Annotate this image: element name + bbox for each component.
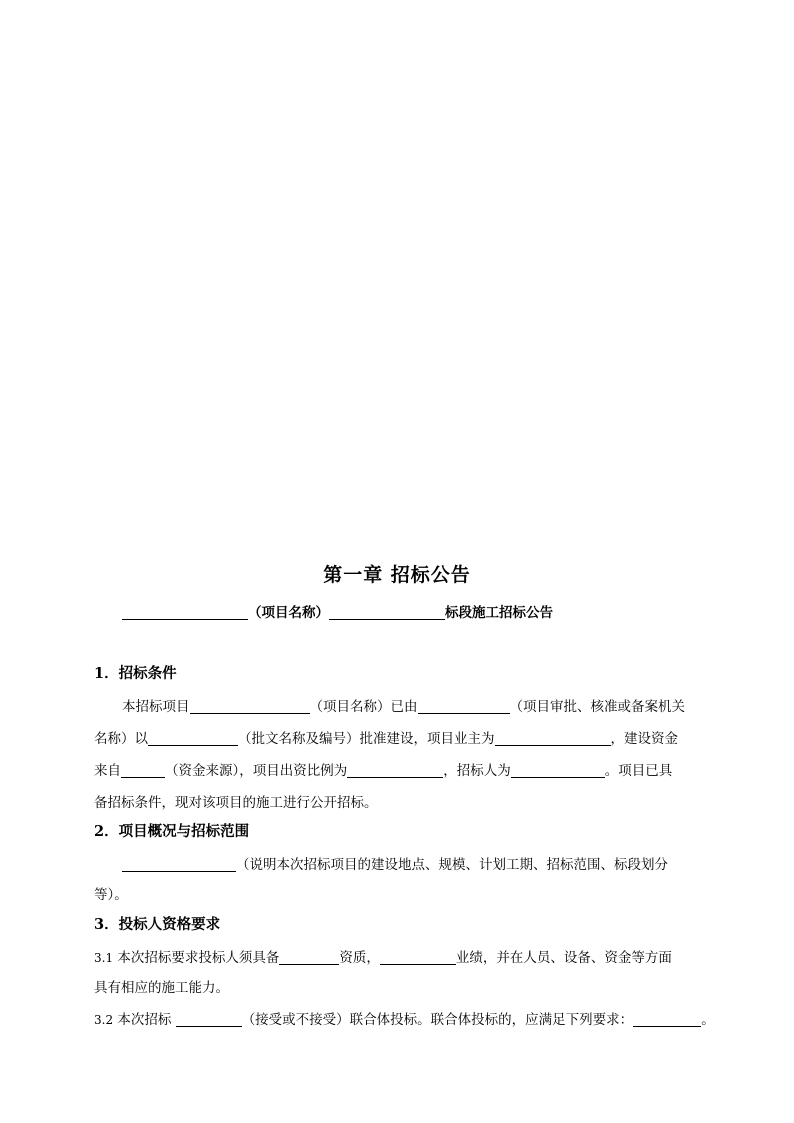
clause-number: 3.2 [94, 1013, 114, 1027]
text: 名称）以 [94, 731, 148, 747]
text: 本招标项目 [122, 699, 190, 715]
section-1-line-3 [94, 759, 672, 779]
blank [148, 730, 238, 746]
blank [495, 730, 611, 746]
text: （说明本次招标项目的建设地点、规模、计划工期、招标范围、标段划分 [236, 857, 668, 873]
text: 业绩，并在人员、设备、资金等方面 [455, 950, 672, 966]
section-2-heading: 2．项目概况与招标范围 [94, 823, 250, 840]
text: （资金来源），项目出资比例为 [165, 763, 348, 779]
text: 本次招标要求投标人须具备 [117, 950, 280, 966]
notice-subtitle [122, 601, 553, 621]
blank [176, 1011, 242, 1027]
text: （项目审批、核准或备案机关 [509, 699, 685, 715]
text: 。项目已具 [604, 763, 673, 779]
blank [121, 762, 165, 778]
section-1-heading: 1．招标条件 [94, 665, 177, 682]
section-2-line-2: 等）。 [94, 887, 128, 903]
text: （项目名称）已由 [309, 699, 418, 715]
blank [418, 698, 510, 714]
text: 。 [701, 1012, 715, 1028]
text: ，招标人为 [443, 763, 511, 779]
blank [347, 762, 443, 778]
blank [122, 856, 236, 872]
text: 来自 [94, 763, 121, 779]
section-1-line-1 [122, 695, 685, 715]
section-3-line-2: 具有相应的施工能力。 [94, 980, 229, 996]
section-3-heading: 3．投标人资格要求 [94, 916, 221, 933]
blank [279, 949, 339, 965]
text: （接受或不接受）联合体投标。联合体投标的，应满足下列要求： [241, 1012, 634, 1028]
blank [190, 698, 310, 714]
text: （批文名称及编号）批准建设，项目业主为 [238, 731, 495, 747]
blank [511, 762, 605, 778]
blank [380, 949, 456, 965]
chapter-title: 第一章 招标公告 [323, 564, 471, 586]
clause-number: 3.1 [94, 951, 114, 965]
blank [633, 1011, 701, 1027]
section-3-line-3 [94, 1008, 715, 1028]
text: ，建设资金 [610, 731, 678, 747]
subtitle-part-2: 标段施工招标公告 [445, 605, 553, 621]
section-3-line-1 [94, 946, 672, 966]
text: 本次招标 [117, 1012, 172, 1028]
blank-project-name [122, 604, 248, 620]
section-1-line-2 [94, 727, 678, 747]
subtitle-part-1: （项目名称） [248, 605, 329, 621]
section-1-line-4: 备招标条件，现对该项目的施工进行公开招标。 [94, 795, 378, 811]
blank-section-name [329, 604, 445, 620]
section-2-line-1 [122, 853, 668, 873]
text: 资质， [339, 950, 380, 966]
